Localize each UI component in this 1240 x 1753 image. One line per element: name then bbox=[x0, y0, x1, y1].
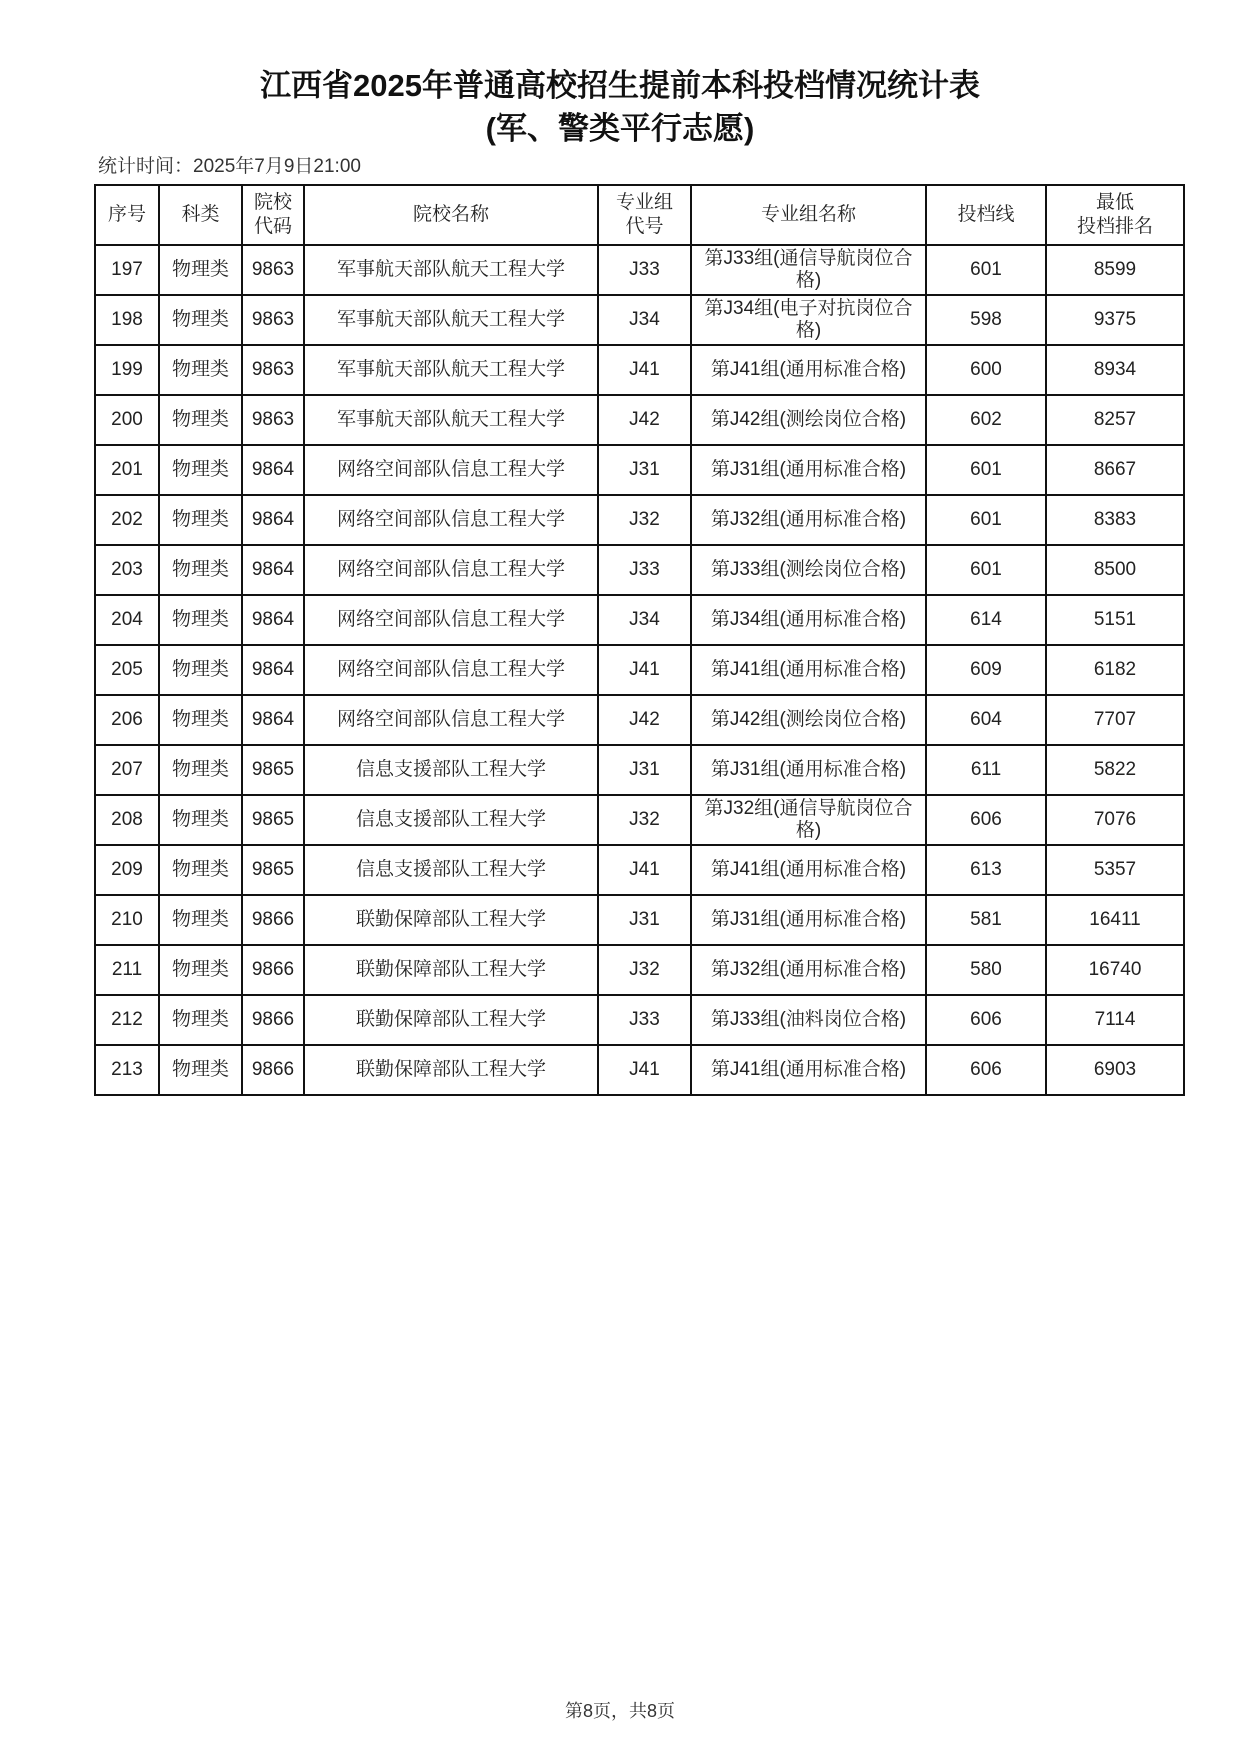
cell-group-name: 第J34组(电子对抗岗位合格) bbox=[691, 295, 926, 345]
cell-seq: 213 bbox=[95, 1045, 159, 1095]
cell-category: 物理类 bbox=[159, 445, 242, 495]
cell-cutoff: 611 bbox=[926, 745, 1046, 795]
table-row bbox=[95, 395, 1184, 445]
cell-group-code: J31 bbox=[598, 895, 691, 945]
cell-min-rank: 9375 bbox=[1046, 295, 1184, 345]
cell-category: 物理类 bbox=[159, 695, 242, 745]
cell-school-name: 信息支援部队工程大学 bbox=[304, 745, 598, 795]
cell-seq: 208 bbox=[95, 795, 159, 845]
cell-min-rank: 8599 bbox=[1046, 245, 1184, 295]
cell-cutoff: 601 bbox=[926, 245, 1046, 295]
table-row bbox=[95, 1045, 1184, 1095]
table-row bbox=[95, 445, 1184, 495]
cell-group-code: J33 bbox=[598, 245, 691, 295]
cell-school-name: 军事航天部队航天工程大学 bbox=[304, 345, 598, 395]
cell-group-name: 第J42组(测绘岗位合格) bbox=[691, 695, 926, 745]
cell-school-name: 军事航天部队航天工程大学 bbox=[304, 295, 598, 345]
header-category: 科类 bbox=[159, 185, 242, 245]
cell-min-rank: 5357 bbox=[1046, 845, 1184, 895]
cell-school-code: 9864 bbox=[242, 545, 304, 595]
header-group-name: 专业组名称 bbox=[691, 185, 926, 245]
cell-seq: 197 bbox=[95, 245, 159, 295]
table-row bbox=[95, 995, 1184, 1045]
table-row bbox=[95, 345, 1184, 395]
cell-seq: 200 bbox=[95, 395, 159, 445]
cell-seq: 201 bbox=[95, 445, 159, 495]
cell-category: 物理类 bbox=[159, 245, 242, 295]
cell-category: 物理类 bbox=[159, 495, 242, 545]
cell-min-rank: 5151 bbox=[1046, 595, 1184, 645]
cell-school-code: 9863 bbox=[242, 395, 304, 445]
cell-group-code: J33 bbox=[598, 545, 691, 595]
cell-group-code: J41 bbox=[598, 345, 691, 395]
cell-school-code: 9864 bbox=[242, 645, 304, 695]
cell-school-code: 9863 bbox=[242, 295, 304, 345]
cell-group-code: J32 bbox=[598, 495, 691, 545]
cell-cutoff: 614 bbox=[926, 595, 1046, 645]
cell-group-name: 第J34组(通用标准合格) bbox=[691, 595, 926, 645]
cell-school-name: 信息支援部队工程大学 bbox=[304, 845, 598, 895]
document-subtitle: (军、警类平行志愿) bbox=[485, 111, 755, 146]
cell-seq: 211 bbox=[95, 945, 159, 995]
cell-school-code: 9864 bbox=[242, 445, 304, 495]
cell-cutoff: 581 bbox=[926, 895, 1046, 945]
header-group-code bbox=[598, 185, 691, 245]
cell-school-code: 9866 bbox=[242, 995, 304, 1045]
cell-school-name: 联勤保障部队工程大学 bbox=[304, 945, 598, 995]
header-group-code-line1: 专业组 bbox=[615, 192, 673, 213]
cell-school-code: 9863 bbox=[242, 245, 304, 295]
table-row bbox=[95, 245, 1184, 295]
cell-group-name: 第J41组(通用标准合格) bbox=[691, 645, 926, 695]
cell-cutoff: 609 bbox=[926, 645, 1046, 695]
cell-min-rank: 16411 bbox=[1046, 895, 1184, 945]
cell-cutoff: 601 bbox=[926, 495, 1046, 545]
cell-school-code: 9865 bbox=[242, 795, 304, 845]
cell-cutoff: 606 bbox=[926, 1045, 1046, 1095]
cell-min-rank: 6903 bbox=[1046, 1045, 1184, 1095]
cell-group-code: J41 bbox=[598, 1045, 691, 1095]
cell-school-code: 9863 bbox=[242, 345, 304, 395]
header-group-code-line2: 代号 bbox=[625, 216, 664, 237]
cell-cutoff: 601 bbox=[926, 445, 1046, 495]
cell-min-rank: 8934 bbox=[1046, 345, 1184, 395]
cell-category: 物理类 bbox=[159, 995, 242, 1045]
header-seq: 序号 bbox=[95, 185, 159, 245]
table-row bbox=[95, 545, 1184, 595]
cell-school-name: 联勤保障部队工程大学 bbox=[304, 995, 598, 1045]
table-row bbox=[95, 495, 1184, 545]
cell-school-code: 9866 bbox=[242, 1045, 304, 1095]
cell-school-code: 9866 bbox=[242, 895, 304, 945]
cell-min-rank: 5822 bbox=[1046, 745, 1184, 795]
cell-group-name: 第J41组(通用标准合格) bbox=[691, 1045, 926, 1095]
cell-seq: 204 bbox=[95, 595, 159, 645]
table-row bbox=[95, 745, 1184, 795]
header-min-rank bbox=[1046, 185, 1184, 245]
cell-cutoff: 606 bbox=[926, 795, 1046, 845]
cell-group-name: 第J42组(测绘岗位合格) bbox=[691, 395, 926, 445]
header-school-name: 院校名称 bbox=[304, 185, 598, 245]
cell-min-rank: 8667 bbox=[1046, 445, 1184, 495]
cell-school-name: 军事航天部队航天工程大学 bbox=[304, 395, 598, 445]
cell-cutoff: 580 bbox=[926, 945, 1046, 995]
cell-school-name: 联勤保障部队工程大学 bbox=[304, 1045, 598, 1095]
cell-school-code: 9865 bbox=[242, 745, 304, 795]
cell-cutoff: 604 bbox=[926, 695, 1046, 745]
cell-group-code: J32 bbox=[598, 795, 691, 845]
cell-school-code: 9865 bbox=[242, 845, 304, 895]
cell-cutoff: 598 bbox=[926, 295, 1046, 345]
table-row bbox=[95, 695, 1184, 745]
cell-group-name: 第J33组(通信导航岗位合格) bbox=[691, 245, 926, 295]
cell-category: 物理类 bbox=[159, 845, 242, 895]
table-row bbox=[95, 795, 1184, 845]
cell-school-name: 网络空间部队信息工程大学 bbox=[304, 495, 598, 545]
cell-seq: 203 bbox=[95, 545, 159, 595]
cell-group-code: J42 bbox=[598, 695, 691, 745]
cell-seq: 202 bbox=[95, 495, 159, 545]
cell-group-name: 第J32组(通用标准合格) bbox=[691, 495, 926, 545]
table-header-row bbox=[95, 185, 1184, 245]
cell-group-code: J31 bbox=[598, 745, 691, 795]
admission-table bbox=[94, 184, 1185, 1096]
header-cutoff: 投档线 bbox=[926, 185, 1046, 245]
cell-seq: 206 bbox=[95, 695, 159, 745]
cell-group-name: 第J32组(通信导航岗位合格) bbox=[691, 795, 926, 845]
cell-seq: 199 bbox=[95, 345, 159, 395]
header-school-code-line1: 院校 bbox=[253, 192, 292, 213]
table-row bbox=[95, 295, 1184, 345]
cell-seq: 212 bbox=[95, 995, 159, 1045]
cell-min-rank: 16740 bbox=[1046, 945, 1184, 995]
cell-group-code: J41 bbox=[598, 645, 691, 695]
cell-min-rank: 6182 bbox=[1046, 645, 1184, 695]
cell-category: 物理类 bbox=[159, 395, 242, 445]
cell-category: 物理类 bbox=[159, 895, 242, 945]
cell-school-name: 网络空间部队信息工程大学 bbox=[304, 695, 598, 745]
cell-group-code: J34 bbox=[598, 295, 691, 345]
cell-school-code: 9864 bbox=[242, 695, 304, 745]
cell-category: 物理类 bbox=[159, 545, 242, 595]
cell-school-name: 联勤保障部队工程大学 bbox=[304, 895, 598, 945]
table-row bbox=[95, 895, 1184, 945]
table-row bbox=[95, 645, 1184, 695]
cell-group-name: 第J41组(通用标准合格) bbox=[691, 845, 926, 895]
statistics-timestamp: 统计时间：2025年7月9日21:00 bbox=[98, 156, 361, 177]
cell-group-code: J31 bbox=[598, 445, 691, 495]
table-row bbox=[95, 595, 1184, 645]
header-min-rank-line2: 投档排名 bbox=[1076, 216, 1153, 237]
header-school-code-line2: 代码 bbox=[253, 216, 292, 237]
cell-school-code: 9864 bbox=[242, 595, 304, 645]
cell-group-name: 第J32组(通用标准合格) bbox=[691, 945, 926, 995]
cell-min-rank: 7114 bbox=[1046, 995, 1184, 1045]
cell-seq: 198 bbox=[95, 295, 159, 345]
cell-seq: 210 bbox=[95, 895, 159, 945]
header-school-code bbox=[242, 185, 304, 245]
cell-group-name: 第J31组(通用标准合格) bbox=[691, 745, 926, 795]
cell-cutoff: 602 bbox=[926, 395, 1046, 445]
cell-category: 物理类 bbox=[159, 345, 242, 395]
header-min-rank-line1: 最低 bbox=[1095, 192, 1134, 213]
cell-group-code: J42 bbox=[598, 395, 691, 445]
cell-group-code: J34 bbox=[598, 595, 691, 645]
cell-seq: 209 bbox=[95, 845, 159, 895]
cell-category: 物理类 bbox=[159, 745, 242, 795]
cell-min-rank: 7707 bbox=[1046, 695, 1184, 745]
cell-school-name: 网络空间部队信息工程大学 bbox=[304, 545, 598, 595]
cell-school-name: 网络空间部队信息工程大学 bbox=[304, 445, 598, 495]
cell-group-name: 第J31组(通用标准合格) bbox=[691, 895, 926, 945]
cell-school-name: 军事航天部队航天工程大学 bbox=[304, 245, 598, 295]
cell-category: 物理类 bbox=[159, 945, 242, 995]
cell-school-name: 信息支援部队工程大学 bbox=[304, 795, 598, 845]
cell-seq: 207 bbox=[95, 745, 159, 795]
cell-group-name: 第J33组(测绘岗位合格) bbox=[691, 545, 926, 595]
cell-min-rank: 8383 bbox=[1046, 495, 1184, 545]
cell-school-name: 网络空间部队信息工程大学 bbox=[304, 595, 598, 645]
cell-category: 物理类 bbox=[159, 795, 242, 845]
page-number: 第8页，共8页 bbox=[564, 1701, 676, 1721]
cell-group-name: 第J41组(通用标准合格) bbox=[691, 345, 926, 395]
cell-category: 物理类 bbox=[159, 295, 242, 345]
cell-group-name: 第J33组(油料岗位合格) bbox=[691, 995, 926, 1045]
cell-group-code: J32 bbox=[598, 945, 691, 995]
cell-category: 物理类 bbox=[159, 1045, 242, 1095]
cell-group-name: 第J31组(通用标准合格) bbox=[691, 445, 926, 495]
cell-seq: 205 bbox=[95, 645, 159, 695]
document-title: 江西省2025年普通高校招生提前本科投档情况统计表 bbox=[260, 68, 980, 103]
cell-cutoff: 613 bbox=[926, 845, 1046, 895]
table-row bbox=[95, 845, 1184, 895]
table-body bbox=[95, 245, 1184, 1095]
cell-category: 物理类 bbox=[159, 645, 242, 695]
cell-cutoff: 601 bbox=[926, 545, 1046, 595]
table-row bbox=[95, 945, 1184, 995]
cell-cutoff: 606 bbox=[926, 995, 1046, 1045]
cell-min-rank: 7076 bbox=[1046, 795, 1184, 845]
cell-min-rank: 8500 bbox=[1046, 545, 1184, 595]
cell-school-code: 9866 bbox=[242, 945, 304, 995]
cell-group-code: J41 bbox=[598, 845, 691, 895]
cell-category: 物理类 bbox=[159, 595, 242, 645]
cell-school-name: 网络空间部队信息工程大学 bbox=[304, 645, 598, 695]
cell-school-code: 9864 bbox=[242, 495, 304, 545]
cell-min-rank: 8257 bbox=[1046, 395, 1184, 445]
cell-group-code: J33 bbox=[598, 995, 691, 1045]
cell-cutoff: 600 bbox=[926, 345, 1046, 395]
